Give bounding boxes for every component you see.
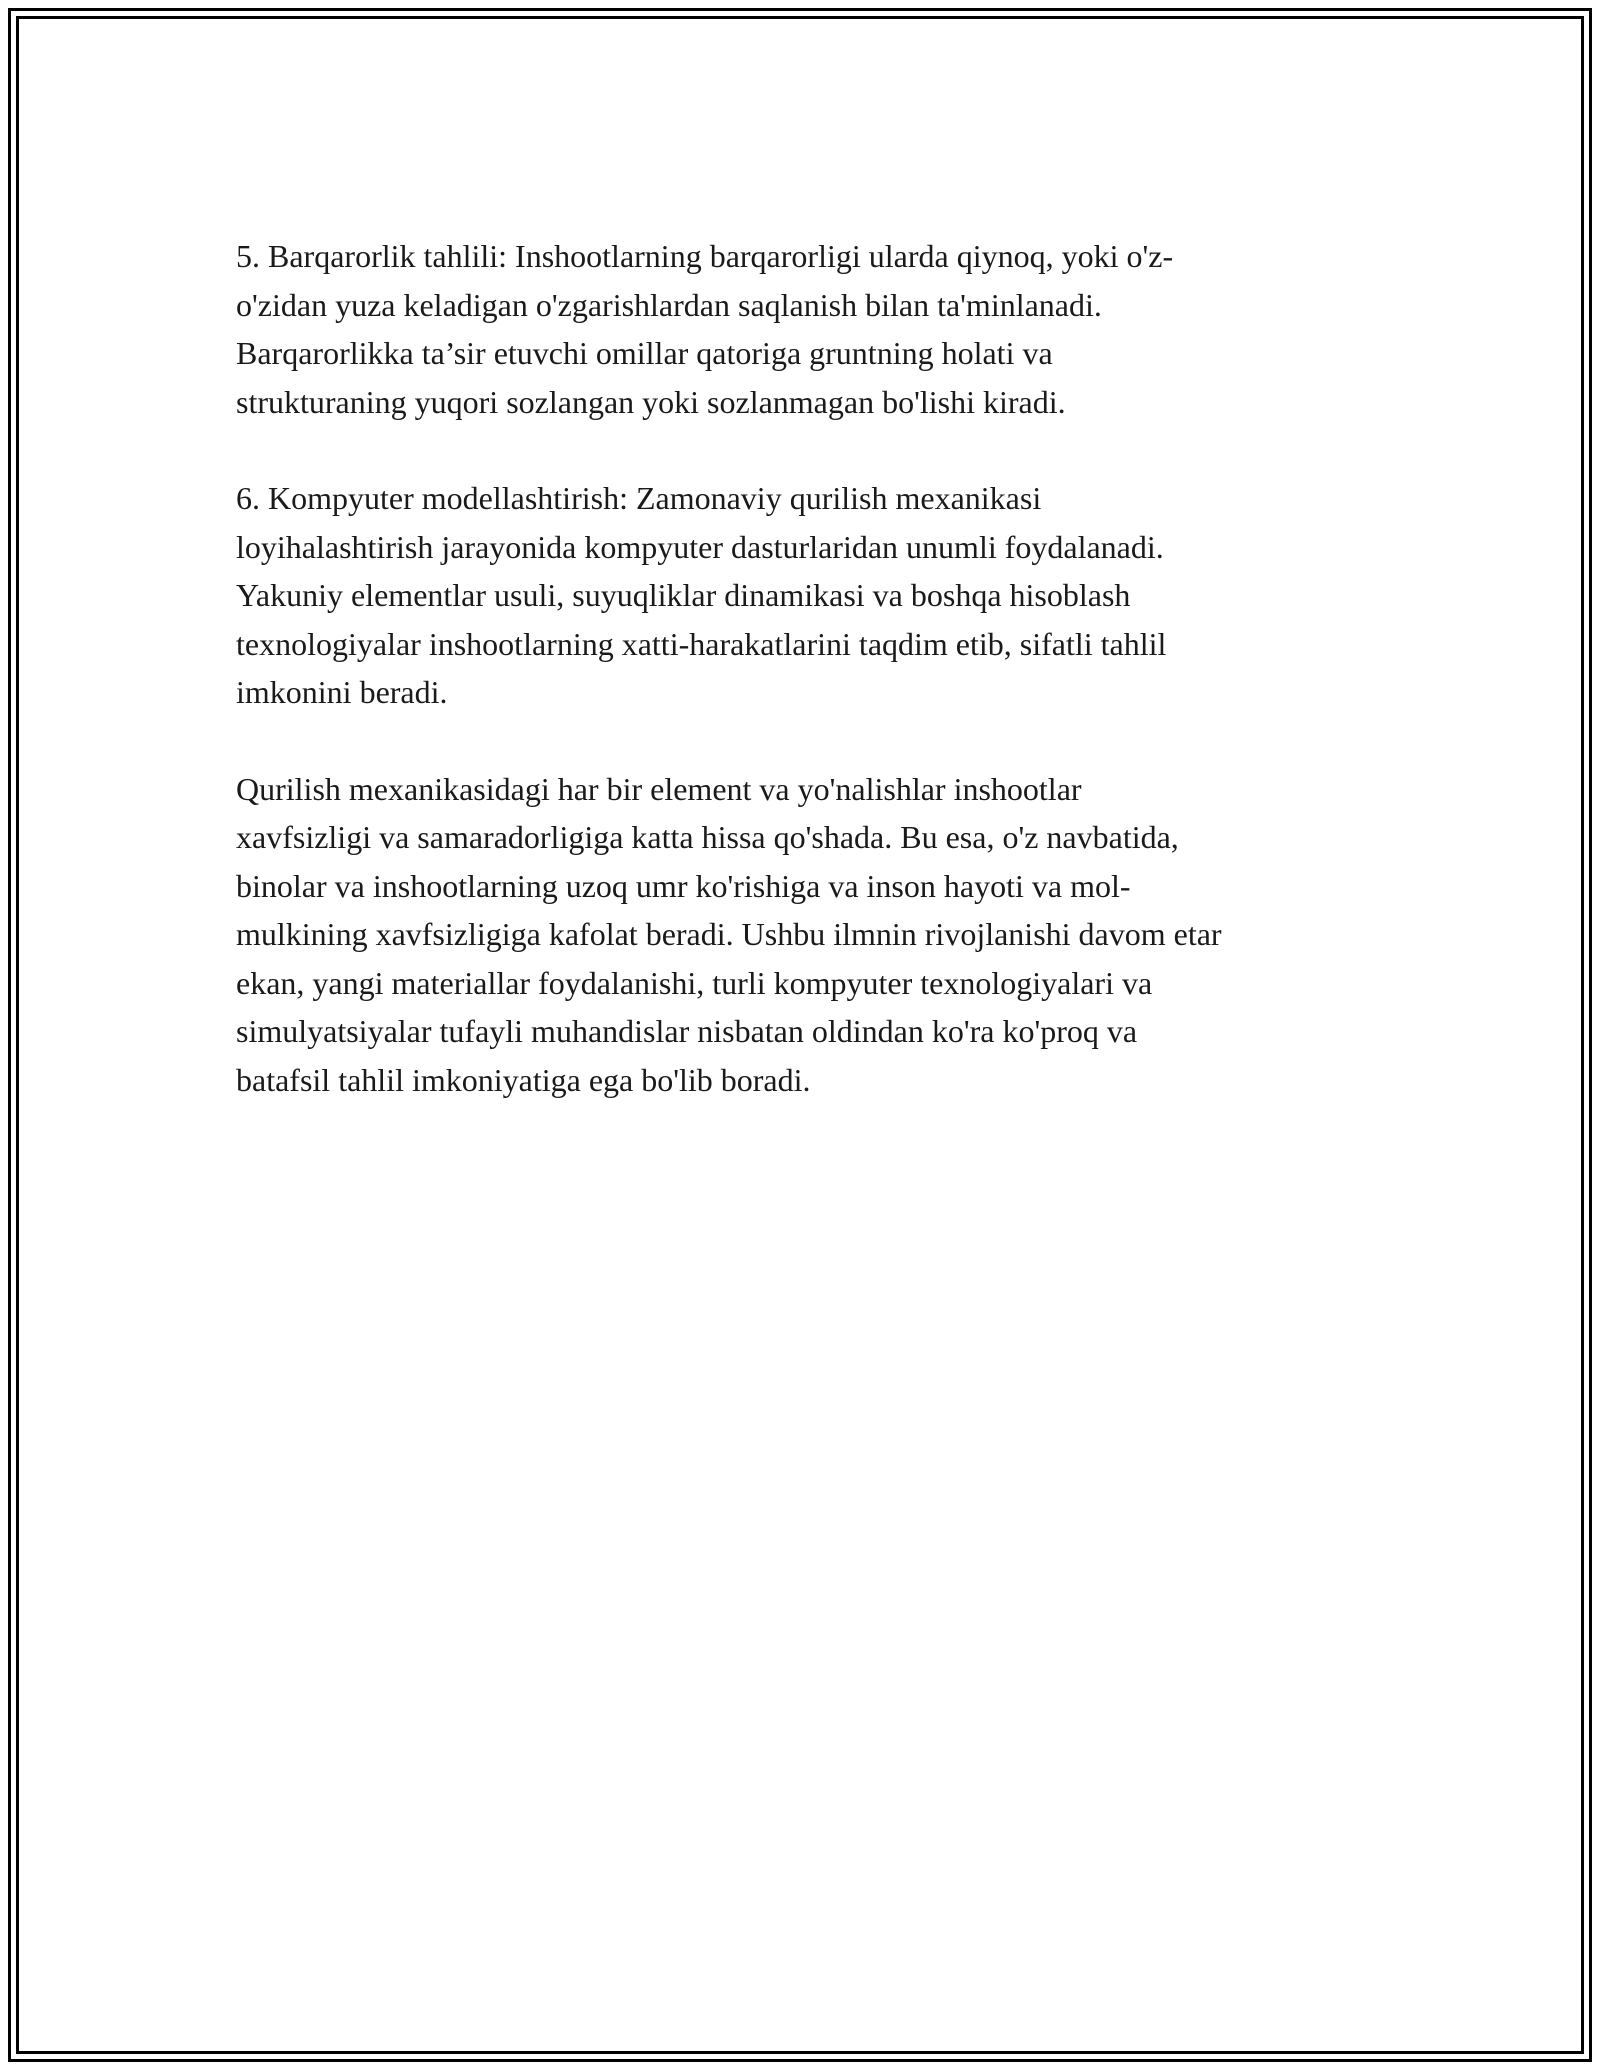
paragraph-computer-modeling: 6. Kompyuter modellashtirish: Zamonaviy qurilish mexanikasi loyihalashtirish jarayonida kompyuter dasturlaridan unumli foydalanadi. Yakuniy elementlar usuli, suyuqliklar dinamikasi va boshqa hisoblash texnologiyalar inshootlarning xatti-harakatlarini taqdim etib, sifatli tahlil imkonini beradi. [236, 480, 1167, 710]
paragraph-stability-analysis: 5. Barqarorlik tahlili: Inshootlarning barqarorligi ularda qiynoq, yoki o'z- o'zidan yuza keladigan o'zgarishlardan saqlanish bilan ta'minlanadi. Barqarorlikka ta’sir etuvchi omillar qatoriga gruntning holati va strukturaning yuqori sozlangan yoki sozlanmagan bo'lishi kiradi. [236, 238, 1174, 420]
document-body [236, 232, 1386, 1152]
paragraph-conclusion: Qurilish mexanikasidagi har bir element va yo'nalishlar inshootlar xavfsizligi va samaradorligiga katta hissa qo'shada. Bu esa, o'z navbatida, binolar va inshootlarning uzoq umr ko'rishiga va inson hayoti va mol- mulkining xavfsizligiga kafolat beradi. Ushbu ilmnin rivojlanishi davom etar ekan, yangi materiallar foydalanishi, turli kompyuter texnologiyalari va simulyatsiyalar tufayli muhandislar nisbatan oldindan ko'ra ko'proq va batafsil tahlil imkoniyatiga ega bo'lib boradi. [236, 770, 1222, 1098]
